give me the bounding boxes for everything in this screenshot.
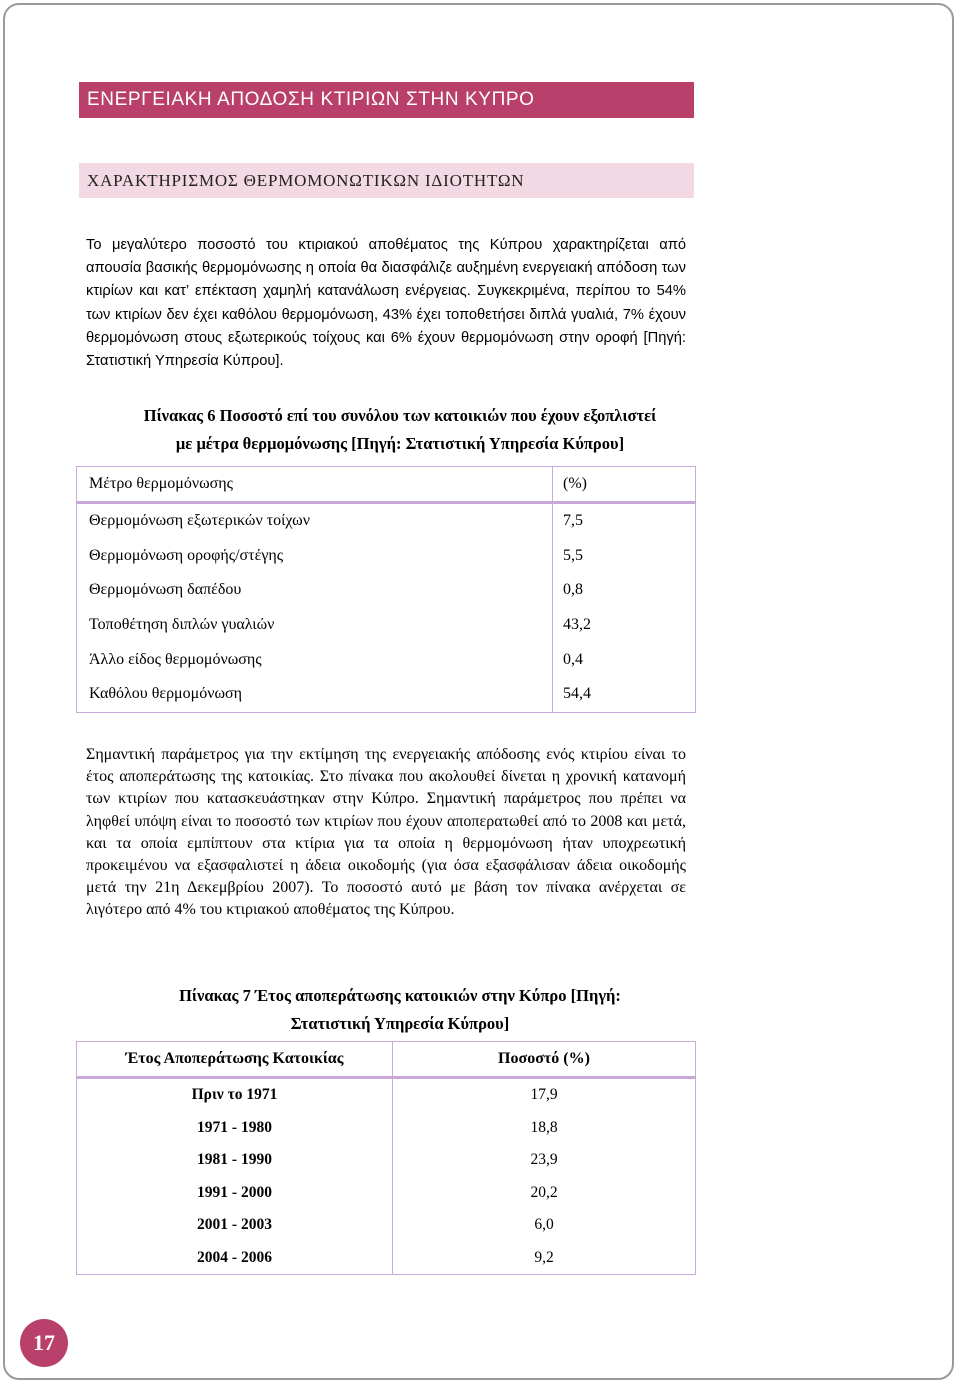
table6-caption-line2: με μέτρα θερμομόνωσης [Πηγή: Στατιστική Υπηρεσία Κύπρου] bbox=[175, 434, 625, 453]
table-row bbox=[77, 1112, 696, 1145]
table-cell: 5,5 bbox=[553, 539, 696, 574]
table6-caption bbox=[80, 402, 720, 458]
table-cell: 54,4 bbox=[553, 677, 696, 712]
table-cell: 7,5 bbox=[553, 503, 696, 539]
table-header-row bbox=[77, 1042, 696, 1078]
table6-insulation-measures bbox=[76, 466, 696, 713]
table-row bbox=[77, 677, 696, 712]
table-cell: 6,0 bbox=[393, 1209, 696, 1242]
table-header-cell: Έτος Αποπεράτωσης Κατοικίας bbox=[77, 1042, 393, 1078]
table-header-cell: Μέτρο θερμομόνωσης bbox=[77, 467, 553, 503]
table-cell: 2001 - 2003 bbox=[77, 1209, 393, 1242]
table-cell: Τοποθέτηση διπλών γυαλιών bbox=[77, 608, 553, 643]
intro-paragraph: Το μεγαλύτερο ποσοστό του κτιριακού αποθέματος της Κύπρου χαρακτηρίζεται από απουσία βασικής θερμομόνωσης η οποία θα διασφάλιζε αυξημένη ενεργειακή απόδοση των κτιρίων και κατ’ επέκταση χαμηλή κατανάλωση ενέργειας. Συγκεκριμένα, περίπου το 54% των κτιρίων δεν έχει καθόλου θερμομόνωση, 43% έχει τοποθετήσει διπλά γυαλιά, 7% έχουν θερμομόνωση στους εξωτερικούς τοίχους και 6% έχουν θερμομόνωση στην οροφή [Πηγή: Στατιστική Υπηρεσία Κύπρου]. bbox=[86, 237, 686, 370]
table7-completion-year bbox=[76, 1041, 696, 1275]
table-row bbox=[77, 642, 696, 677]
table-row bbox=[77, 573, 696, 608]
second-paragraph: Σημαντική παράμετρος για την εκτίμηση της ενεργειακής απόδοσης ενός κτιρίου είναι το έτος αποπεράτωσης της κατοικίας. Στο πίνακα που ακολουθεί δίνεται η χρονική κατανομή των κτιρίων που κατασκευάστηκαν στην Κύπρο. Σημαντική παράμετρος που πρέπει να ληφθεί υπόψη είναι το ποσοστό των κτιρίων που έχουν αποπερατωθεί από το 2008 και μετά, και τα οποία εμπίπτουν στα κτίρια για τα οποία η θερμομόνωση ήταν υποχρεωτική προκειμένου να εξασφαλιστεί η άδεια οικοδομής (για όσα εξασφάλισαν άδεια οικοδομής μετά την 21η Δεκεμβρίου 2007). Το ποσοστό αυτό με βάση τον πίνακα ανέρχεται σε λιγότερο από 4% του κτιριακού αποθέματος της Κύπρου. bbox=[86, 746, 686, 919]
table6-caption-line1: Πίνακας 6 Ποσοστό επί του συνόλου των κατοικιών που έχουν εξοπλιστεί bbox=[143, 406, 657, 425]
table7-caption-line2: Στατιστική Υπηρεσία Κύπρου] bbox=[290, 1014, 510, 1033]
table-cell: 2004 - 2006 bbox=[77, 1242, 393, 1275]
table-cell: 43,2 bbox=[553, 608, 696, 643]
table-row bbox=[77, 539, 696, 574]
subsection-title: ΧΑΡΑΚΤΗΡΙΣΜΟΣ ΘΕΡΜΟΜΟΝΩΤΙΚΩΝ ΙΔΙΟΤΗΤΩΝ bbox=[79, 163, 694, 198]
table-cell: Θερμομόνωση εξωτερικών τοίχων bbox=[77, 503, 553, 539]
table7-caption-line1: Πίνακας 7 Έτος αποπεράτωσης κατοικιών στην Κύπρο [Πηγή: bbox=[179, 986, 621, 1005]
table-row bbox=[77, 1144, 696, 1177]
table-header-row bbox=[77, 467, 696, 503]
table-cell: Θερμομόνωση δαπέδου bbox=[77, 573, 553, 608]
table-row bbox=[77, 608, 696, 643]
table-cell: 0,8 bbox=[553, 573, 696, 608]
table-cell: Άλλο είδος θερμομόνωσης bbox=[77, 642, 553, 677]
table-cell: Θερμομόνωση οροφής/στέγης bbox=[77, 539, 553, 574]
table-cell: 9,2 bbox=[393, 1242, 696, 1275]
table-cell: 17,9 bbox=[393, 1078, 696, 1112]
page-number-badge: 17 bbox=[20, 1319, 68, 1367]
table-cell: 1981 - 1990 bbox=[77, 1144, 393, 1177]
table-header-cell: Ποσοστό (%) bbox=[393, 1042, 696, 1078]
table-cell: 1971 - 1980 bbox=[77, 1112, 393, 1145]
table-row bbox=[77, 1078, 696, 1112]
table7-caption bbox=[80, 982, 720, 1038]
table-cell: Πριν το 1971 bbox=[77, 1078, 393, 1112]
table-header-cell: (%) bbox=[553, 467, 696, 503]
table-row bbox=[77, 1177, 696, 1210]
table-cell: 0,4 bbox=[553, 642, 696, 677]
table-cell: Καθόλου θερμομόνωση bbox=[77, 677, 553, 712]
table-cell: 18,8 bbox=[393, 1112, 696, 1145]
section-title: ΕΝΕΡΓΕΙΑΚΗ ΑΠΟΔΟΣΗ ΚΤΙΡΙΩΝ ΣΤΗΝ ΚΥΠΡΟ bbox=[79, 82, 694, 118]
table-cell: 20,2 bbox=[393, 1177, 696, 1210]
table-cell: 1991 - 2000 bbox=[77, 1177, 393, 1210]
table-cell: 23,9 bbox=[393, 1144, 696, 1177]
table-row bbox=[77, 1209, 696, 1242]
table-row bbox=[77, 503, 696, 539]
table-row bbox=[77, 1242, 696, 1275]
